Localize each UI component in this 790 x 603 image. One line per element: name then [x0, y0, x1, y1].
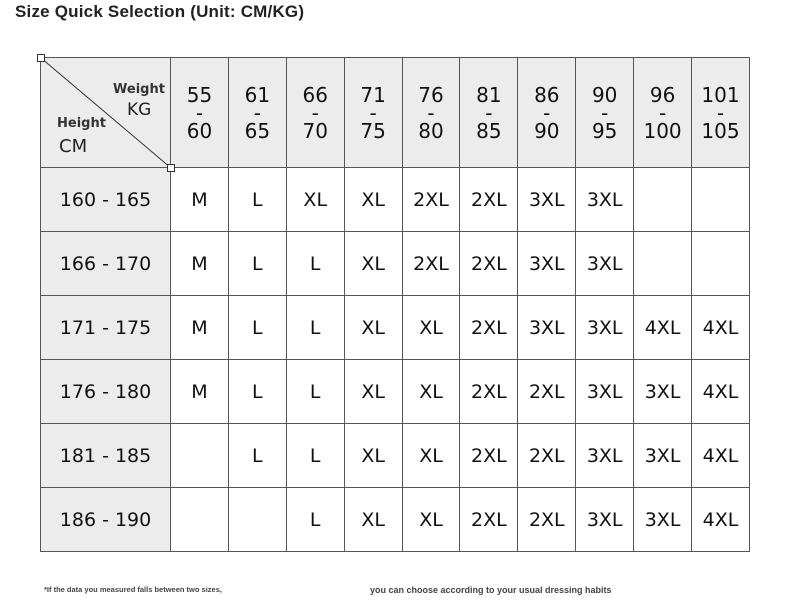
size-cell: 2XL	[460, 168, 518, 232]
size-cell: XL	[402, 488, 460, 552]
size-cell: 3XL	[576, 168, 634, 232]
size-cell: L	[228, 232, 286, 296]
resize-handle-bottom-right	[167, 164, 175, 172]
weight-range-header: 61 - 65	[228, 58, 286, 168]
weight-range-header: 76 - 80	[402, 58, 460, 168]
table-row	[41, 168, 750, 232]
size-cell	[634, 168, 692, 232]
height-range-cell: 181 - 185	[41, 424, 171, 488]
size-cell: XL	[344, 360, 402, 424]
size-cell: 3XL	[634, 488, 692, 552]
height-unit-label: CM	[59, 136, 88, 157]
size-cell: 3XL	[576, 360, 634, 424]
size-cell: 4XL	[692, 424, 750, 488]
height-range-cell: 166 - 170	[41, 232, 171, 296]
size-cell: 3XL	[576, 488, 634, 552]
size-cell: 2XL	[402, 168, 460, 232]
footnote-left: *If the data you measured falls between two sizes,	[44, 585, 222, 594]
size-cell	[692, 232, 750, 296]
weight-range-header: 66 - 70	[286, 58, 344, 168]
size-cell: 3XL	[576, 232, 634, 296]
size-cell: 3XL	[518, 232, 576, 296]
size-cell	[171, 488, 229, 552]
size-cell: XL	[344, 424, 402, 488]
size-cell: 4XL	[634, 296, 692, 360]
size-cell	[692, 168, 750, 232]
corner-header-cell	[41, 58, 171, 168]
weight-unit-label: KG	[127, 100, 152, 120]
size-cell: XL	[286, 168, 344, 232]
weight-range-header: 96 - 100	[634, 58, 692, 168]
size-cell: L	[286, 232, 344, 296]
table-row	[41, 232, 750, 296]
size-cell: L	[286, 488, 344, 552]
weight-range-header: 86 - 90	[518, 58, 576, 168]
size-cell: 2XL	[460, 360, 518, 424]
size-cell: L	[286, 360, 344, 424]
weight-range-header: 55 - 60	[171, 58, 229, 168]
size-cell: L	[228, 168, 286, 232]
size-cell: XL	[402, 424, 460, 488]
size-cell: 3XL	[634, 424, 692, 488]
footnote-right: you can choose according to your usual dressing habits	[370, 585, 612, 595]
table-row	[41, 424, 750, 488]
size-cell: XL	[344, 488, 402, 552]
size-cell: XL	[344, 296, 402, 360]
size-cell: L	[228, 360, 286, 424]
size-cell: XL	[344, 168, 402, 232]
size-cell: 4XL	[692, 488, 750, 552]
height-axis-label: Height	[57, 116, 106, 131]
size-cell	[228, 488, 286, 552]
size-cell: M	[171, 360, 229, 424]
size-cell: XL	[344, 232, 402, 296]
page-title: Size Quick Selection (Unit: CM/KG)	[15, 2, 305, 21]
size-cell: 2XL	[518, 360, 576, 424]
size-cell: L	[228, 424, 286, 488]
size-cell: 2XL	[460, 296, 518, 360]
table-row	[41, 488, 750, 552]
table-row	[41, 296, 750, 360]
size-cell: M	[171, 296, 229, 360]
size-cell: 2XL	[460, 488, 518, 552]
height-range-cell: 176 - 180	[41, 360, 171, 424]
size-cell: 2XL	[460, 232, 518, 296]
weight-range-header: 101 - 105	[692, 58, 750, 168]
weight-range-header: 90 - 95	[576, 58, 634, 168]
height-range-cell: 171 - 175	[41, 296, 171, 360]
height-range-cell: 160 - 165	[41, 168, 171, 232]
size-cell: 4XL	[692, 296, 750, 360]
size-cell: 2XL	[402, 232, 460, 296]
size-cell: XL	[402, 360, 460, 424]
weight-axis-label: Weight	[113, 82, 165, 97]
size-cell: 3XL	[518, 296, 576, 360]
size-cell: 2XL	[518, 488, 576, 552]
size-cell: M	[171, 232, 229, 296]
size-chart-table	[40, 57, 750, 552]
resize-handle-top-left	[37, 54, 45, 62]
size-cell: L	[228, 296, 286, 360]
weight-range-header: 81 - 85	[460, 58, 518, 168]
size-cell: 3XL	[576, 296, 634, 360]
size-cell: 3XL	[576, 424, 634, 488]
size-cell: L	[286, 424, 344, 488]
size-cell: M	[171, 168, 229, 232]
weight-header-row	[41, 58, 750, 168]
size-cell: L	[286, 296, 344, 360]
size-cell: XL	[402, 296, 460, 360]
size-cell: 3XL	[518, 168, 576, 232]
table-row	[41, 360, 750, 424]
size-cell	[634, 232, 692, 296]
size-cell: 4XL	[692, 360, 750, 424]
size-chart-body	[41, 168, 750, 552]
height-range-cell: 186 - 190	[41, 488, 171, 552]
size-cell: 2XL	[518, 424, 576, 488]
size-cell: 3XL	[634, 360, 692, 424]
size-cell	[171, 424, 229, 488]
size-cell: 2XL	[460, 424, 518, 488]
weight-range-header: 71 - 75	[344, 58, 402, 168]
